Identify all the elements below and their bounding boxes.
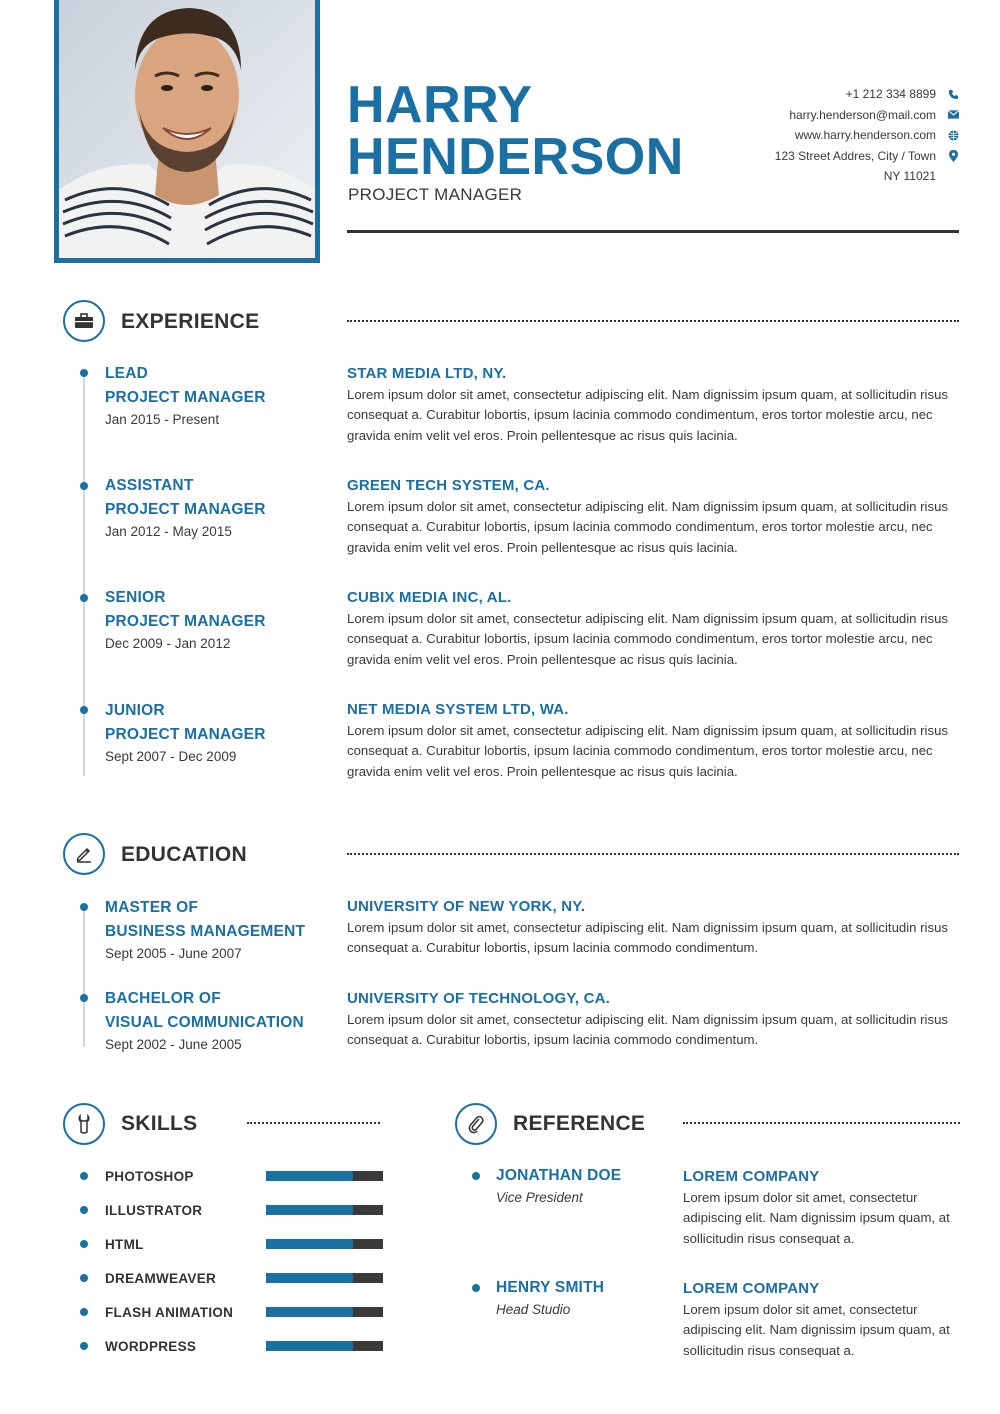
reference-detail — [683, 1279, 968, 1361]
timeline-dot — [80, 594, 88, 602]
timeline-dot — [80, 994, 88, 1002]
candidate-name — [347, 76, 684, 186]
experience-role — [105, 474, 266, 539]
company-name: GREEN TECH SYSTEM, CA. — [347, 477, 550, 494]
skill-bullet — [80, 1240, 88, 1248]
experience-detail — [347, 700, 967, 782]
skill-bullet — [80, 1308, 88, 1316]
school-name: UNIVERSITY OF TECHNOLOGY, CA. — [347, 990, 611, 1007]
skill-name: DREAMWEAVER — [105, 1270, 217, 1286]
contact-address-2 — [775, 166, 960, 187]
contact-phone — [775, 84, 960, 105]
skill-name: PHOTOSHOP — [105, 1168, 194, 1184]
reference-bullet — [472, 1172, 480, 1180]
role-line1: LEAD — [105, 365, 148, 382]
education-heading: EDUCATION — [121, 843, 247, 866]
email-text[interactable]: harry.henderson@mail.com — [789, 107, 936, 122]
degree-dates: Sept 2005 - June 2007 — [105, 946, 242, 961]
role-line1: ASSISTANT — [105, 477, 194, 494]
job-title: PROJECT MANAGER — [348, 185, 523, 204]
company-name: NET MEDIA SYSTEM LTD, WA. — [347, 701, 569, 718]
experience-role — [105, 586, 266, 651]
role-line2: PROJECT MANAGER — [105, 388, 266, 406]
role-line2: PROJECT MANAGER — [105, 725, 266, 743]
experience-detail — [347, 588, 967, 670]
experience-role — [105, 362, 266, 427]
skill-item — [80, 1336, 385, 1356]
reference-person — [496, 1167, 621, 1205]
contact-block — [775, 84, 960, 187]
skill-bar — [266, 1205, 383, 1215]
role-line1: SENIOR — [105, 589, 166, 606]
skill-bar-fill — [266, 1171, 353, 1181]
role-dates: Jan 2015 - Present — [105, 412, 220, 427]
company-name: STAR MEDIA LTD, NY. — [347, 365, 507, 382]
contact-address — [775, 146, 960, 167]
skill-bullet — [80, 1274, 88, 1282]
education-description: Lorem ipsum dolor sit amet, consectetur adipiscing elit. Nam dignissim ipsum quam, at sollicitudin risus consequat a. Curabitur lobortis, ipsum lacinia commodo condimentum. — [347, 1012, 949, 1048]
education-detail — [347, 989, 967, 1051]
reference-role: Vice President — [496, 1190, 583, 1205]
experience-heading: EXPERIENCE — [121, 310, 260, 333]
skill-bullet — [80, 1206, 88, 1214]
reference-company: LOREM COMPANY — [683, 1280, 820, 1297]
skill-bullet — [80, 1172, 88, 1180]
globe-icon — [946, 128, 960, 142]
reference-name: HENRY SMITH — [496, 1279, 605, 1296]
reference-bullet — [472, 1284, 480, 1292]
skill-bar — [266, 1341, 383, 1351]
skill-item — [80, 1302, 385, 1322]
reference-role: Head Studio — [496, 1302, 571, 1317]
skill-item — [80, 1200, 385, 1220]
reference-detail — [683, 1167, 968, 1249]
name-last: HENDERSON — [347, 128, 684, 186]
skill-bar-fill — [266, 1205, 353, 1215]
education-degree — [105, 896, 305, 961]
experience-role — [105, 699, 266, 764]
skills-heading: SKILLS — [121, 1112, 198, 1135]
reference-company: LOREM COMPANY — [683, 1168, 820, 1185]
reference-description: Lorem ipsum dolor sit amet, consectetur adipiscing elit. Nam dignissim ipsum quam, at sollicitudin risus consequat a. — [683, 1302, 950, 1358]
name-first: HARRY — [347, 76, 533, 134]
school-name: UNIVERSITY OF NEW YORK, NY. — [347, 898, 586, 915]
experience-timeline — [83, 370, 85, 776]
degree-line2: BUSINESS MANAGEMENT — [105, 922, 306, 940]
skill-item — [80, 1268, 385, 1288]
degree-dates: Sept 2002 - June 2005 — [105, 1037, 242, 1052]
experience-detail — [347, 476, 967, 558]
reference-name: JONATHAN DOE — [496, 1167, 622, 1184]
education-divider — [347, 853, 959, 855]
skill-bullet — [80, 1342, 88, 1350]
skill-bar-fill — [266, 1307, 353, 1317]
experience-description: Lorem ipsum dolor sit amet, consectetur adipiscing elit. Nam dignissim ipsum quam, at sollicitudin risus consequat a. Curabitur lobortis, ipsum lacinia commodo condimentum, eros tortor molestie arcu, nec gravida enim velit vel eros. Proin pellentesque ac risus quis lacinia. — [347, 499, 949, 555]
experience-detail — [347, 364, 967, 446]
skill-name: HTML — [105, 1236, 144, 1252]
skill-bar — [266, 1171, 383, 1181]
education-degree — [105, 987, 304, 1052]
role-dates: Dec 2009 - Jan 2012 — [105, 636, 231, 651]
skill-bar — [266, 1307, 383, 1317]
profile-photo — [54, 0, 320, 263]
experience-description: Lorem ipsum dolor sit amet, consectetur adipiscing elit. Nam dignissim ipsum quam, at sollicitudin risus consequat a. Curabitur lobortis, ipsum lacinia commodo condimentum, eros tortor molestie arcu, nec gravida enim velit vel eros. Proin pellentesque ac risus quis lacinia. — [347, 387, 949, 443]
contact-email — [775, 105, 960, 126]
reference-heading: REFERENCE — [513, 1112, 646, 1135]
role-line2: PROJECT MANAGER — [105, 612, 266, 630]
skill-bar — [266, 1273, 383, 1283]
reference-divider — [683, 1122, 960, 1124]
company-name: CUBIX MEDIA INC, AL. — [347, 589, 512, 606]
envelope-icon — [946, 108, 960, 122]
header-divider — [347, 230, 959, 233]
map-pin-icon — [946, 149, 960, 163]
skill-item — [80, 1166, 385, 1186]
website-text[interactable]: www.harry.henderson.com — [794, 128, 936, 143]
skill-bar — [266, 1239, 383, 1249]
timeline-dot — [80, 482, 88, 490]
timeline-dot — [80, 903, 88, 911]
skill-bar-fill — [266, 1341, 353, 1351]
skills-divider — [247, 1122, 380, 1124]
experience-description: Lorem ipsum dolor sit amet, consectetur adipiscing elit. Nam dignissim ipsum quam, at sollicitudin risus consequat a. Curabitur lobortis, ipsum lacinia commodo condimentum, eros tortor molestie arcu, nec gravida enim velit vel eros. Proin pellentesque ac risus quis lacinia. — [347, 611, 949, 667]
degree-line2: VISUAL COMMUNICATION — [105, 1013, 304, 1031]
pencil-icon — [63, 833, 105, 875]
phone-text: +1 212 334 8899 — [845, 87, 936, 102]
education-description: Lorem ipsum dolor sit amet, consectetur adipiscing elit. Nam dignissim ipsum quam, at sollicitudin risus consequat a. Curabitur lobortis, ipsum lacinia commodo condimentum. — [347, 920, 949, 956]
timeline-dot — [80, 706, 88, 714]
skill-name: ILLUSTRATOR — [105, 1202, 203, 1218]
role-line2: PROJECT MANAGER — [105, 500, 266, 518]
experience-divider — [347, 320, 959, 322]
skill-bar-fill — [266, 1273, 353, 1283]
wrench-icon — [63, 1103, 105, 1145]
role-dates: Jan 2012 - May 2015 — [105, 524, 232, 539]
paperclip-icon — [455, 1103, 497, 1145]
skill-name: FLASH ANIMATION — [105, 1304, 234, 1320]
timeline-dot — [80, 369, 88, 377]
address-line1: 123 Street Addres, City / Town — [774, 148, 936, 163]
skill-bar-fill — [266, 1239, 353, 1249]
role-dates: Sept 2007 - Dec 2009 — [105, 749, 237, 764]
education-timeline — [83, 905, 85, 1047]
contact-website — [775, 125, 960, 146]
reference-description: Lorem ipsum dolor sit amet, consectetur adipiscing elit. Nam dignissim ipsum quam, at sollicitudin risus consequat a. — [683, 1190, 950, 1246]
role-line1: JUNIOR — [105, 702, 165, 719]
address-line2: NY 11021 — [883, 169, 936, 184]
skill-item — [80, 1234, 385, 1254]
reference-person — [496, 1279, 604, 1317]
experience-description: Lorem ipsum dolor sit amet, consectetur adipiscing elit. Nam dignissim ipsum quam, at sollicitudin risus consequat a. Curabitur lobortis, ipsum lacinia commodo condimentum, eros tortor molestie arcu, nec gravida enim velit vel eros. Proin pellentesque ac risus quis lacinia. — [347, 723, 949, 779]
briefcase-icon — [63, 300, 105, 342]
degree-line1: MASTER OF — [105, 899, 199, 916]
education-detail — [347, 897, 967, 959]
skill-name: WORDPRESS — [105, 1338, 197, 1354]
phone-icon — [946, 87, 960, 101]
portrait-illustration — [59, 0, 315, 258]
degree-line1: BACHELOR OF — [105, 990, 221, 1007]
